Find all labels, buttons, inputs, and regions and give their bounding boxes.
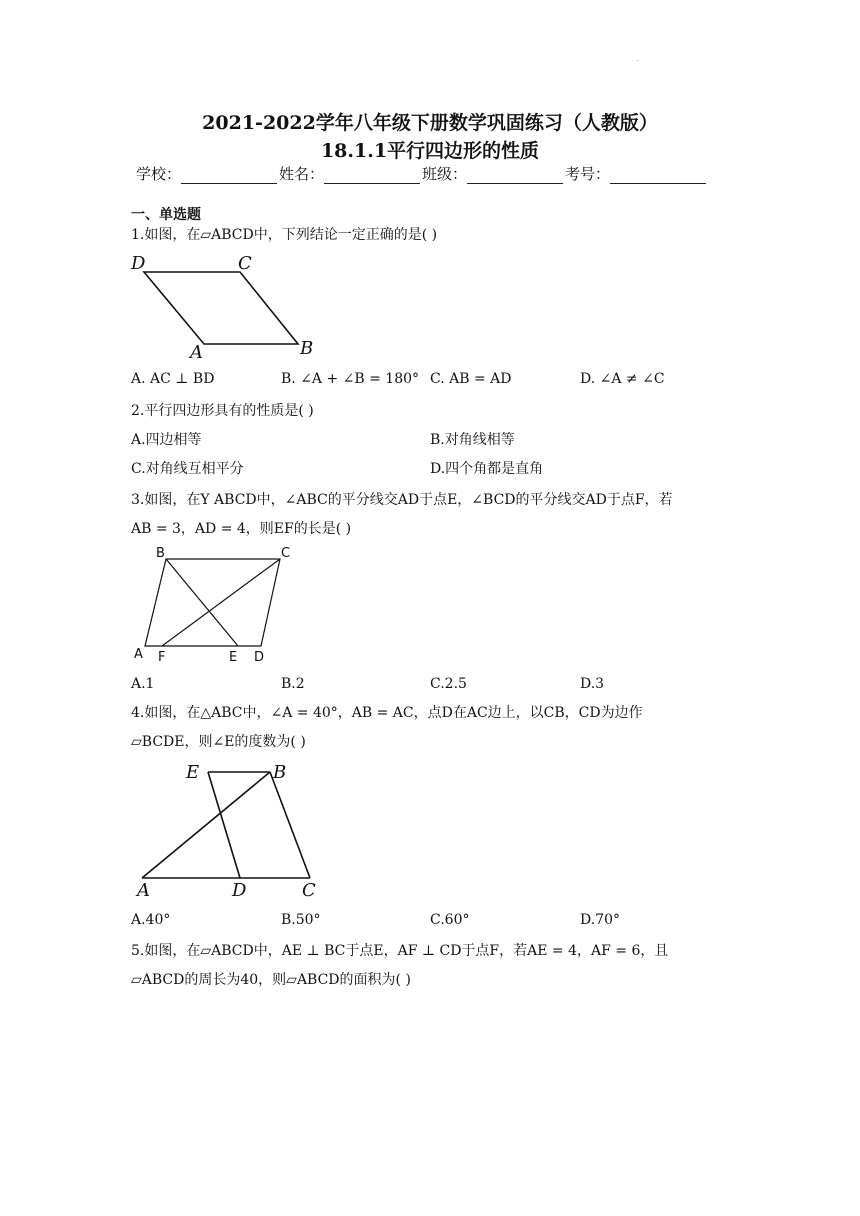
school-label: 学校： xyxy=(136,165,182,183)
number-label: 考号： xyxy=(565,165,611,183)
q2-option-b[interactable]: B.对角线相等 xyxy=(430,432,515,448)
q2-option-c[interactable]: C.对角线互相平分 xyxy=(131,461,244,477)
question-3-stem-line2: AB = 3，AD = 4，则EF的长是( ) xyxy=(131,521,352,537)
label-c: C xyxy=(238,253,252,274)
label-c: C xyxy=(302,880,316,901)
class-label: 班级： xyxy=(422,165,468,183)
question-3-figure xyxy=(130,544,300,669)
label-c: C xyxy=(281,546,291,561)
question-3-stem-line1: 3.如图，在Y ABCD中，∠ABC的平分线交AD于点E，∠BCD的平分线交AD于点F，若 xyxy=(131,492,673,508)
label-e: E xyxy=(186,762,200,783)
q1-option-b[interactable]: B. ∠A + ∠B = 180° xyxy=(281,371,420,387)
label-a: A xyxy=(190,342,203,363)
q3-option-b[interactable]: B.2 xyxy=(281,676,305,692)
school-blank[interactable] xyxy=(181,167,277,184)
q3-option-a[interactable]: A.1 xyxy=(131,676,155,692)
label-b: B xyxy=(156,546,165,561)
q2-option-d[interactable]: D.四个角都是直角 xyxy=(430,461,544,477)
label-d: D xyxy=(232,880,247,901)
question-4-figure xyxy=(130,758,330,901)
section-heading: 一、单选题 xyxy=(131,207,201,223)
name-label: 姓名： xyxy=(279,165,325,183)
q2-option-a[interactable]: A.四边相等 xyxy=(131,432,202,448)
q4-option-b[interactable]: B.50° xyxy=(281,912,321,928)
q3-option-c[interactable]: C.2.5 xyxy=(430,676,467,692)
question-5-stem-line2: ▱ABCD的周长为40，则▱ABCD的面积为( ) xyxy=(131,972,411,988)
page-subtitle: 18.1.1平行四边形的性质 xyxy=(320,140,540,162)
q3-option-d[interactable]: D.3 xyxy=(580,676,605,692)
label-b: B xyxy=(273,762,287,783)
question-4-stem-line1: 4.如图，在△ABC中，∠A = 40°，AB = AC，点D在AC边上，以CB，CD为边作 xyxy=(131,705,643,721)
label-d: D xyxy=(131,253,146,274)
question-1-figure xyxy=(128,250,328,363)
label-a: A xyxy=(137,880,150,901)
corner-mark: . xyxy=(636,54,639,63)
name-blank[interactable] xyxy=(324,167,420,184)
label-e: E xyxy=(229,650,238,665)
q1-option-d[interactable]: D. ∠A ≠ ∠C xyxy=(580,371,665,387)
q1-option-a[interactable]: A. AC ⊥ BD xyxy=(131,371,215,387)
question-4-stem-line2: ▱BCDE，则∠E的度数为( ) xyxy=(131,734,306,750)
label-f: F xyxy=(158,650,166,665)
student-info-row xyxy=(136,163,708,184)
q4-option-a[interactable]: A.40° xyxy=(131,912,171,928)
question-2-stem: 2.平行四边形具有的性质是( ) xyxy=(131,403,314,419)
q1-option-c[interactable]: C. AB = AD xyxy=(430,371,512,387)
label-d: D xyxy=(254,650,265,665)
question-5-stem-line1: 5.如图，在▱ABCD中，AE ⊥ BC于点E，AF ⊥ CD于点F，若AE = 4，AF = 6，且 xyxy=(131,943,669,959)
label-b: B xyxy=(300,338,314,359)
page-title: 2021-2022学年八年级下册数学巩固练习（人教版） xyxy=(202,112,658,134)
q4-option-d[interactable]: D.70° xyxy=(580,912,620,928)
q4-option-c[interactable]: C.60° xyxy=(430,912,470,928)
number-blank[interactable] xyxy=(610,167,706,184)
class-blank[interactable] xyxy=(467,167,563,184)
question-1-stem: 1.如图，在▱ABCD中，下列结论一定正确的是( ) xyxy=(131,227,438,243)
label-a: A xyxy=(134,647,143,662)
